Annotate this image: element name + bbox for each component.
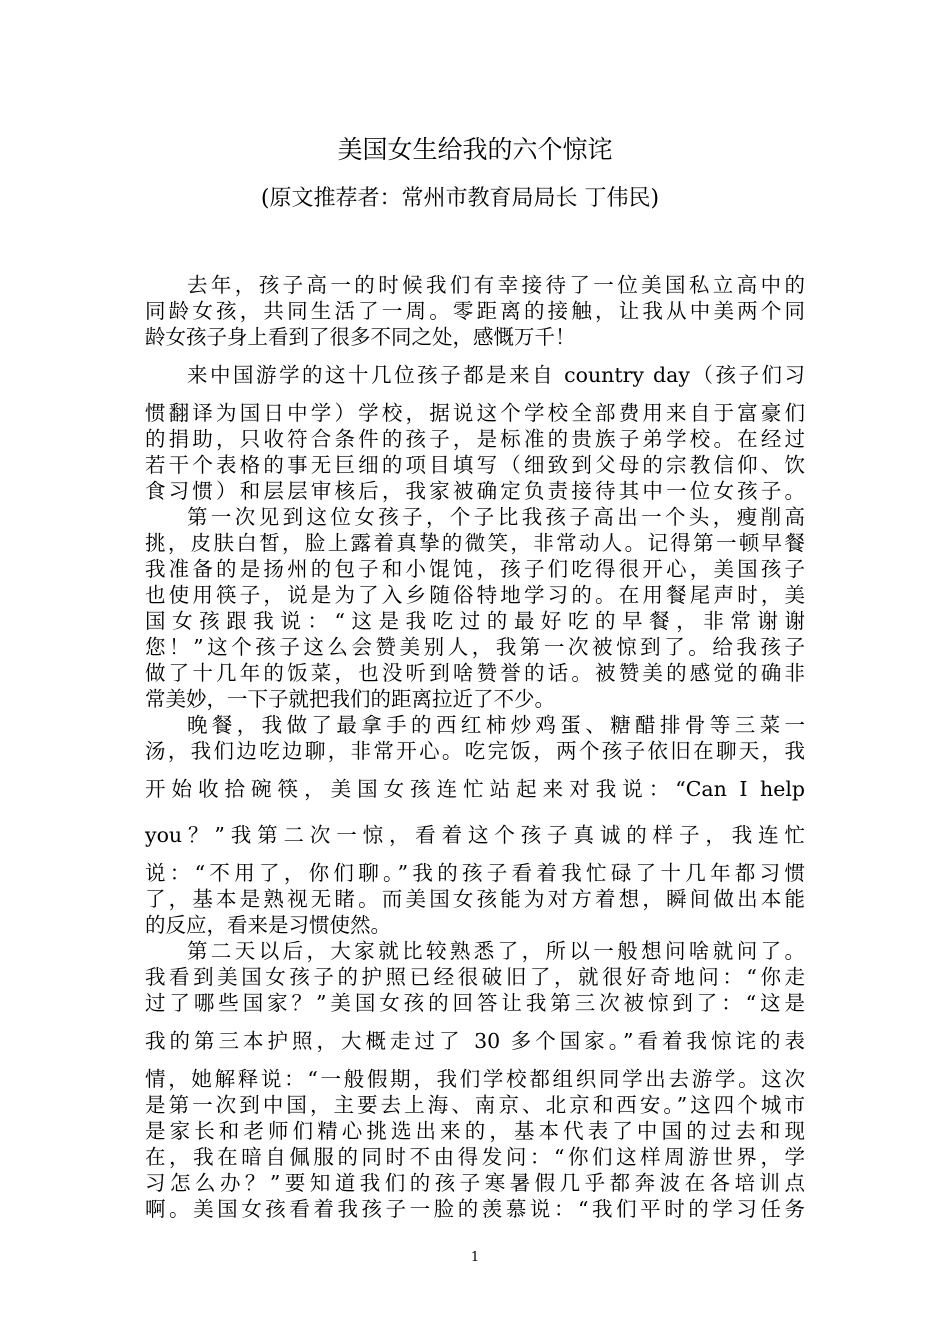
body-line: 的反应，看来是习惯使然。 — [145, 913, 391, 937]
body-line: 国女孩跟我说：“这是我吃过的最好吃的早餐，非常谢谢 — [145, 609, 805, 633]
body-line: 若干个表格的事无巨细的项目填写（细致到父母的宗教信仰、饮 — [145, 453, 805, 477]
body-line: 去年，孩子高一的时候我们有幸接待了一位美国私立高中的 — [187, 273, 805, 297]
body-line: 情，她解释说：“一般假期，我们学校都组织同学出去游学。这次 — [145, 1067, 805, 1091]
body-line: 同龄女孩，共同生活了一周。零距离的接触，让我从中美两个同 — [145, 299, 805, 323]
body-line: 是第一次到中国，主要去上海、南京、北京和西安。”这四个城市 — [145, 1093, 805, 1117]
body-line: you？”我第二次一惊，看着这个孩子真诚的样子，我连忙 — [145, 823, 805, 847]
body-line: 第一次见到这位女孩子，个子比我孩子高出一个头，瘦削高 — [187, 505, 805, 529]
page-number: 1 — [470, 1250, 480, 1265]
body-line: 习怎么办？”要知道我们的孩子寒暑假几乎都奔波在各培训点 — [145, 1171, 805, 1195]
body-line: 第二天以后，大家就比较熟悉了，所以一般想问啥就问了。 — [187, 939, 805, 963]
body-line: 汤，我们边吃边聊，非常开心。吃完饭，两个孩子依旧在聊天，我 — [145, 739, 805, 763]
body-line: 食习惯）和层层审核后，我家被确定负责接待其中一位女孩子。 — [145, 479, 805, 503]
body-line: 来中国游学的这十几位孩子都是来自 country day（孩子们习 — [187, 363, 805, 387]
body-line: 挑，皮肤白皙，脸上露着真挚的微笑，非常动人。记得第一顿早餐 — [145, 531, 805, 555]
body-line: 我看到美国女孩子的护照已经很破旧了，就很好奇地问：“你走 — [145, 965, 805, 989]
body-line: 说：“不用了，你们聊。”我的孩子看着我忙碌了十几年都习惯 — [145, 861, 805, 885]
document-title: 美国女生给我的六个惊诧 — [337, 135, 613, 164]
body-line: 我准备的是扬州的包子和小馄饨，孩子们吃得很开心，美国孩子 — [145, 557, 805, 581]
body-line: 了，基本是熟视无睹。而美国女孩能为对方着想，瞬间做出本能 — [145, 887, 805, 911]
body-line: 您！”这个孩子这么会赞美别人，我第一次被惊到了。给我孩子 — [145, 635, 805, 659]
body-line: 也使用筷子，说是为了入乡随俗特地学习的。在用餐尾声时，美 — [145, 583, 805, 607]
body-line: 是家长和老师们精心挑选出来的，基本代表了中国的过去和现 — [145, 1119, 805, 1143]
body-line: 做了十几年的饭菜，也没听到啥赞誉的话。被赞美的感觉的确非 — [145, 661, 805, 685]
body-line: 我的第三本护照，大概走过了 30 多个国家。”看着我惊诧的表 — [145, 1029, 805, 1053]
body-line: 啊。美国女孩看着我孩子一脸的羡慕说：“我们平时的学习任务 — [145, 1197, 805, 1221]
body-line: 晚餐，我做了最拿手的西红柿炒鸡蛋、糖醋排骨等三菜一 — [187, 713, 805, 737]
body-line: 在，我在暗自佩服的同时不由得发问：“你们这样周游世界，学 — [145, 1145, 805, 1169]
body-line: 惯翻译为国日中学）学校，据说这个学校全部费用来自于富豪们 — [145, 401, 805, 425]
body-line: 常美妙，一下子就把我们的距离拉近了不少。 — [145, 687, 555, 711]
body-line: 过了哪些国家？”美国女孩的回答让我第三次被惊到了：“这是 — [145, 991, 805, 1015]
body-line: 的捐助，只收符合条件的孩子，是标准的贵族子弟学校。在经过 — [145, 427, 805, 451]
body-line: 开始收拾碗筷，美国女孩连忙站起来对我说：“Can I help — [145, 777, 805, 801]
document-subtitle: (原文推荐者：常州市教育局局长 丁伟民) — [260, 186, 660, 211]
body-line: 龄女孩子身上看到了很多不同之处，感慨万千！ — [145, 325, 576, 349]
